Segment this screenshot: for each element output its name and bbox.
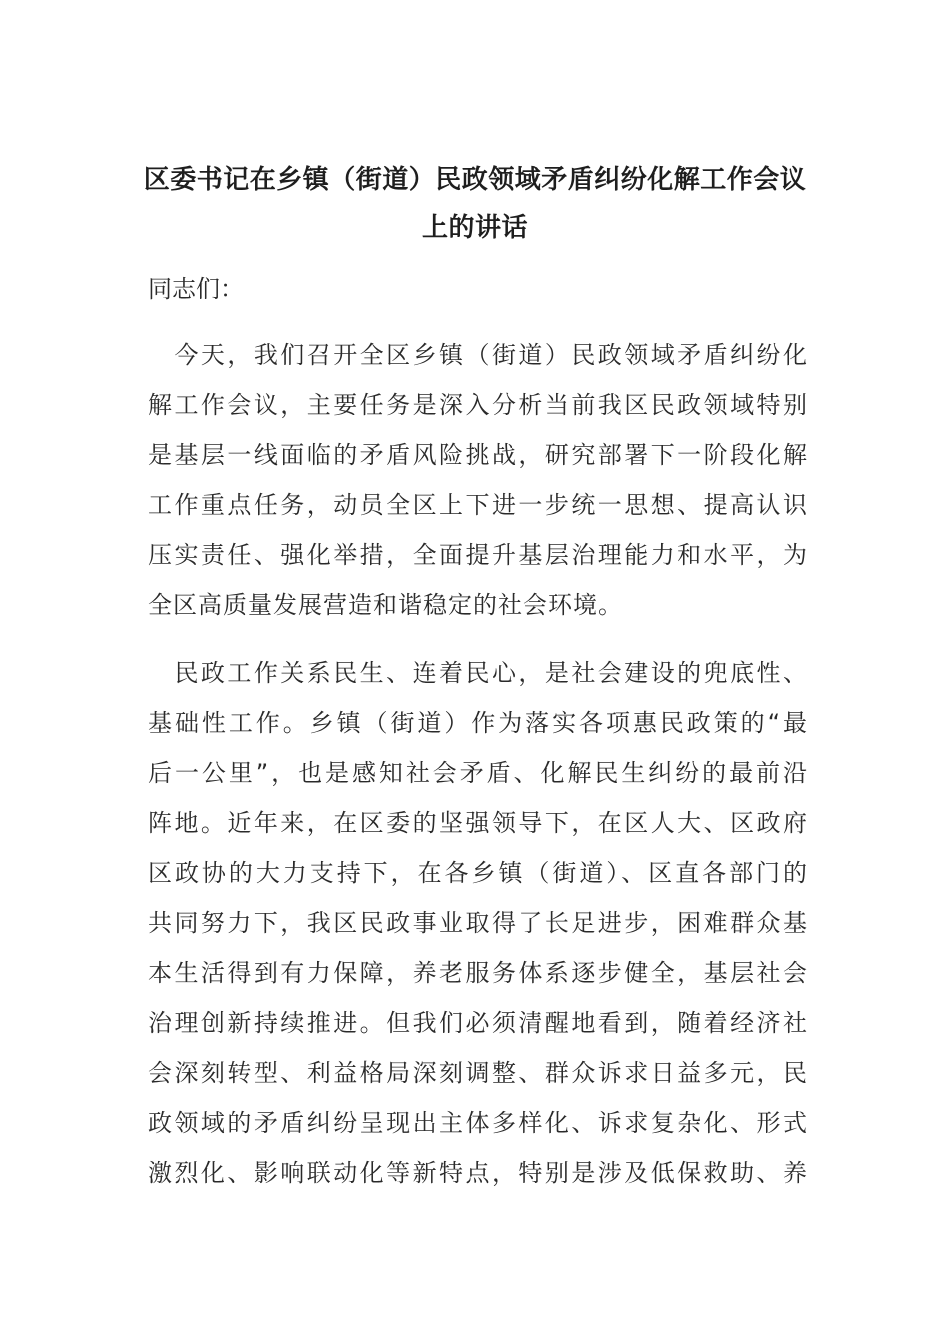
paragraph-line: 本生活得到有力保障，养老服务体系逐步健全，基层社会 [148, 959, 808, 987]
paragraph-line: 基础性工作。乡镇（街道）作为落实各项惠民政策的“最 [148, 709, 808, 737]
paragraph-line: 激烈化、影响联动化等新特点，特别是涉及低保救助、养 [148, 1159, 808, 1187]
paragraph-line: 民政工作关系民生、连着民心，是社会建设的兜底性、 [148, 659, 808, 687]
paragraph-line: 治理创新持续推进。但我们必须清醒地看到，随着经济社 [148, 1009, 808, 1037]
paragraph [148, 648, 808, 1198]
paragraph-line: 区政协的大力支持下，在各乡镇（街道）、区直各部门的 [148, 859, 808, 887]
title-line: 上的讲话 [421, 213, 528, 243]
paragraph [148, 330, 808, 630]
paragraph-line: 今天，我们召开全区乡镇（街道）民政领域矛盾纠纷化 [148, 341, 808, 369]
paragraph-line: 政领域的矛盾纠纷呈现出主体多样化、诉求复杂化、形式 [148, 1109, 808, 1137]
document-title [140, 156, 810, 252]
paragraph-line: 是基层一线面临的矛盾风险挑战，研究部署下一阶段化解 [148, 441, 808, 469]
title-line: 区委书记在乡镇（街道）民政领域矛盾纠纷化解工作会议 [143, 165, 807, 195]
paragraph-line: 共同努力下，我区民政事业取得了长足进步，困难群众基 [148, 909, 808, 937]
paragraph-line: 后一公里”，也是感知社会矛盾、化解民生纠纷的最前沿 [148, 759, 808, 787]
paragraph-line: 全区高质量发展营造和谐稳定的社会环境。 [148, 591, 623, 619]
paragraph-line: 工作重点任务，动员全区上下进一步统一思想、提高认识 [148, 491, 808, 519]
paragraph-line: 解工作会议，主要任务是深入分析当前我区民政领域特别 [148, 391, 808, 419]
document-body [148, 266, 808, 1216]
paragraph-line: 阵地。近年来，在区委的坚强领导下，在区人大、区政府 [148, 809, 808, 837]
paragraph-line: 会深刻转型、利益格局深刻调整、群众诉求日益多元，民 [148, 1059, 808, 1087]
salutation: 同志们： [148, 275, 244, 303]
paragraph-line: 压实责任、强化举措，全面提升基层治理能力和水平，为 [148, 541, 808, 569]
